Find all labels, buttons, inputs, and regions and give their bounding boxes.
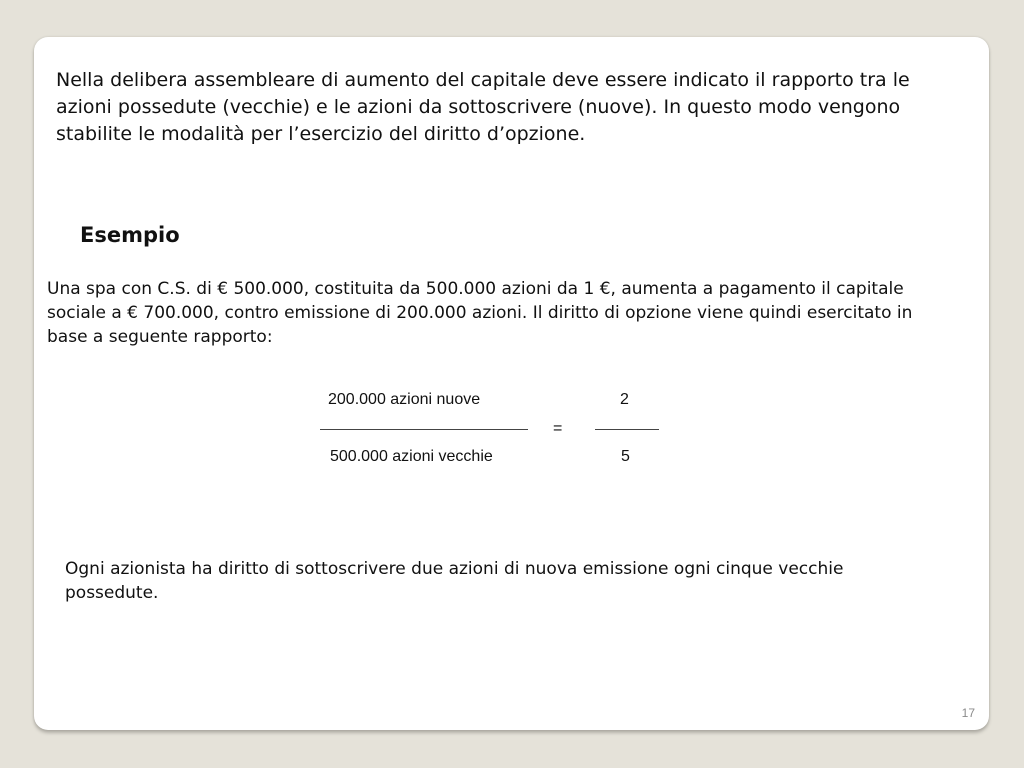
left-numerator: 200.000 azioni nuove xyxy=(328,391,481,408)
left-fraction-bar xyxy=(320,429,528,430)
page-number: 17 xyxy=(961,706,975,720)
example-paragraph: Una spa con C.S. di € 500.000, costituita da 500.000 azioni da 1 €, aumenta a pagamento il capitale sociale a € 700.000, contro emissione di 200.000 azioni. Il diritto di opzione viene quindi esercitato in base a seguente rapporto: xyxy=(47,279,913,347)
slide xyxy=(34,37,989,730)
left-denominator: 500.000 azioni vecchie xyxy=(330,448,493,465)
right-denominator: 5 xyxy=(621,448,630,465)
intro-paragraph: Nella delibera assembleare di aumento del capitale deve essere indicato il rapporto tra le azioni possedute (vecchie) e le azioni da sottoscrivere (nuove). In questo modo vengono stabilite le modalità per l’esercizio del diritto d’opzione. xyxy=(56,69,910,145)
right-numerator: 2 xyxy=(620,391,629,408)
right-fraction-bar xyxy=(595,429,659,430)
example-heading: Esempio xyxy=(80,223,180,247)
conclusion-paragraph: Ogni azionista ha diritto di sottoscrivere due azioni di nuova emissione ogni cinque vecchie possedute. xyxy=(65,559,844,603)
equals-sign: = xyxy=(553,420,563,437)
